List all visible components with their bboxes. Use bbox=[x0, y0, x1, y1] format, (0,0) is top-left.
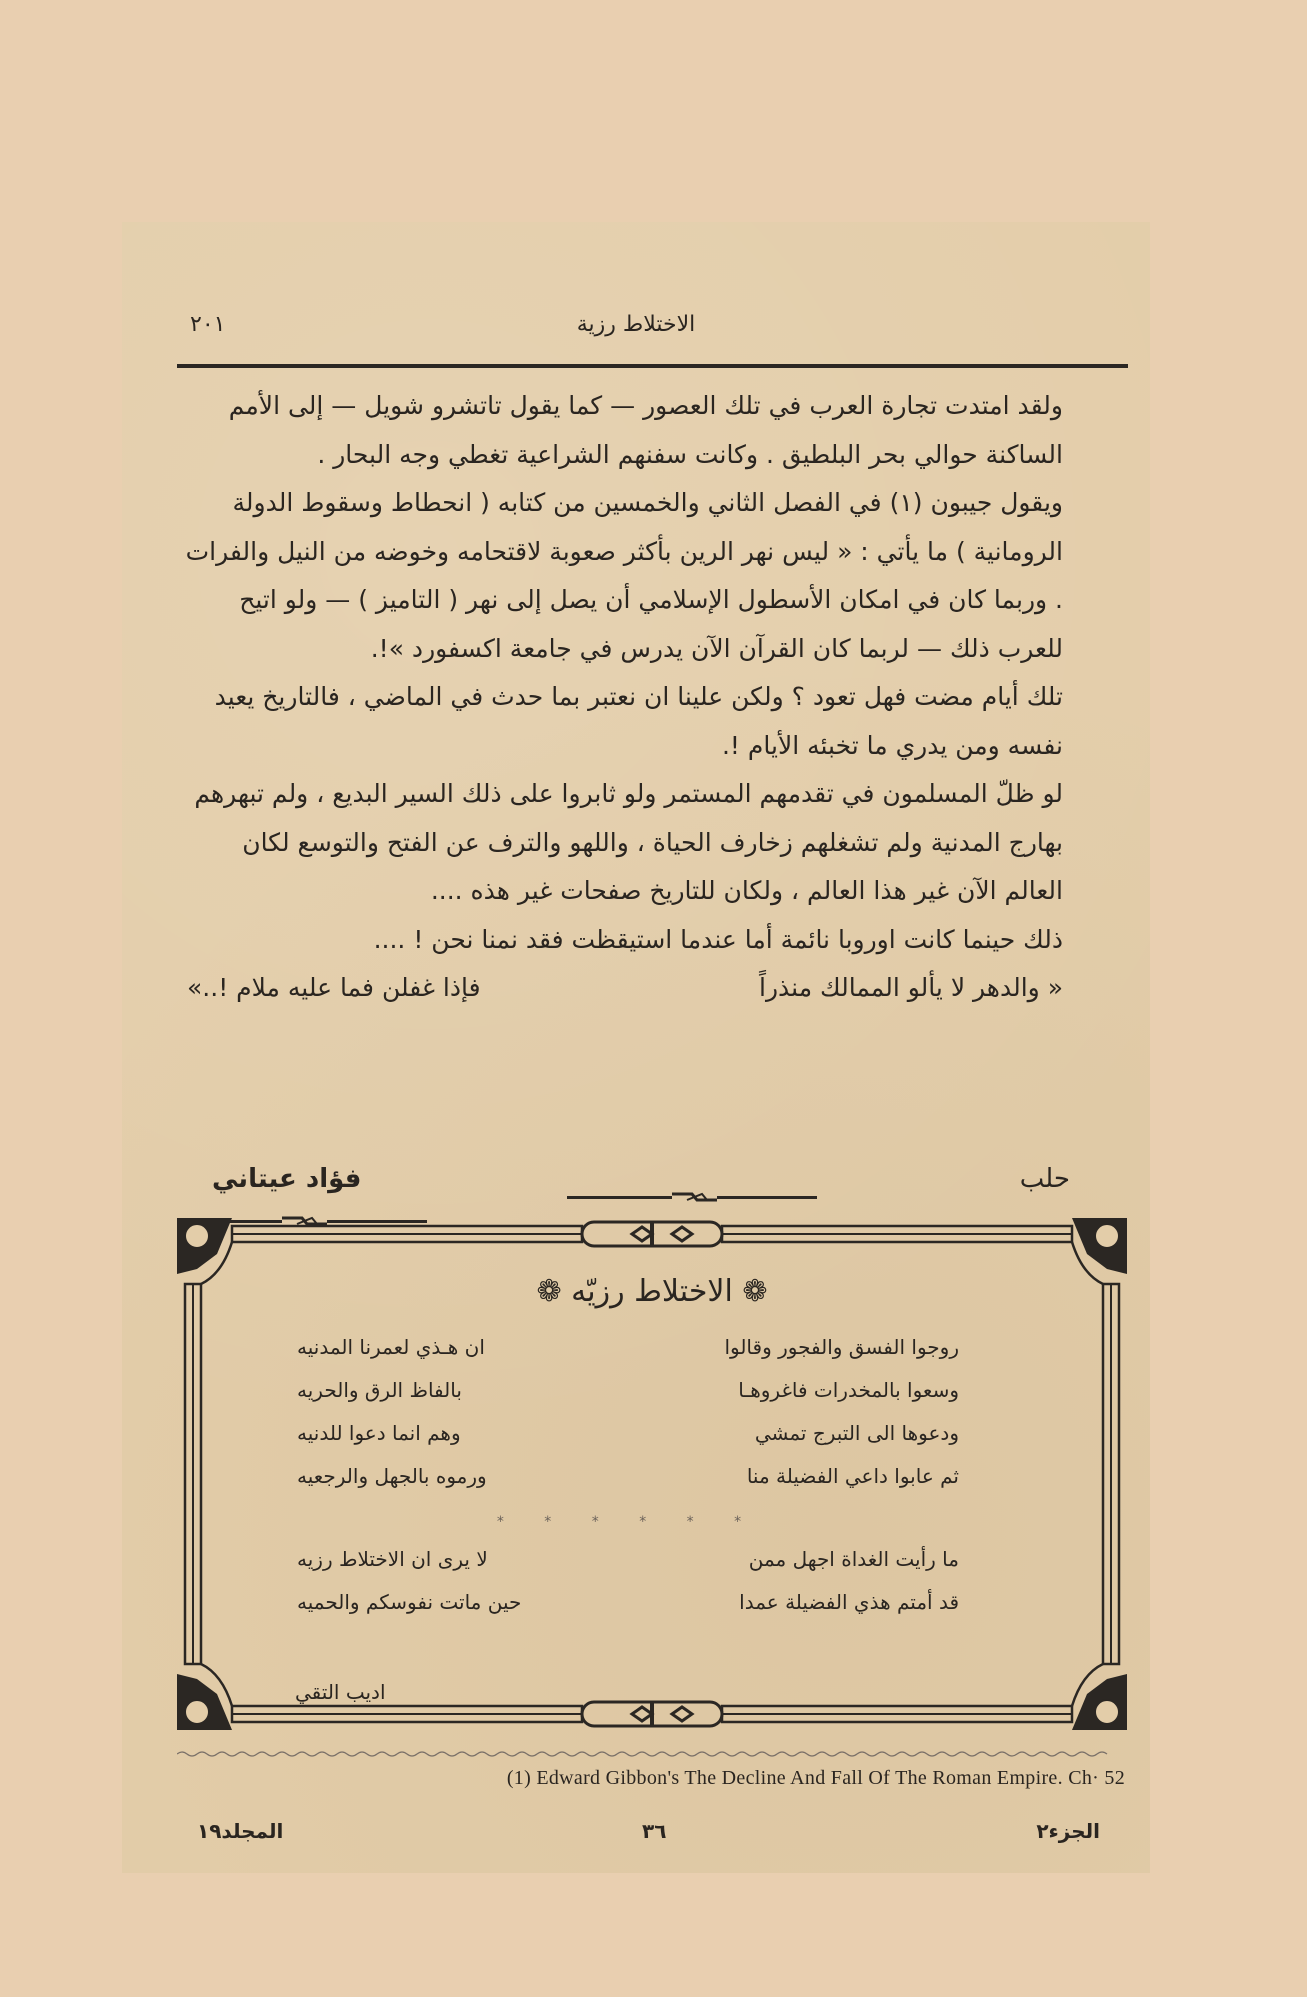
issue-page-number: ٣٦ bbox=[642, 1819, 667, 1843]
verse-line bbox=[177, 964, 1095, 1013]
paragraph: ويقول جيبون (١) في الفصل الثاني والخمسين من كتابه ( انحطاط وسقوط الدولة الرومانية ) ما يأتي : « ليس نهر الرين بأكثر صعوبة لاقتحامه وخوضه من النيل والفرات . وربما كان في امكان الأسطول الإسلامي أن يصل إلى نهر ( التاميز ) — ولو اتيح للعرب ذلك — لربما كان القرآن الآن يدرس في جامعة اكسفورد »!. bbox=[185, 488, 1063, 663]
stanza-separator: * * * * * * bbox=[496, 1514, 760, 1530]
flower-ornament-icon: ❁ bbox=[732, 1274, 768, 1309]
paragraph: لو ظلّ المسلمون في تقدمهم المستمر ولو ثابروا على ذلك السير البديع ، ولم تبهرهم بهارج المدنية ولم تشغلهم زخارف الحياة ، واللهو والترف عن الفتح والتوسع لكان العالم الآن غير هذا العالم ، ولكان للتاريخ صفحات غير هذه .... bbox=[194, 779, 1063, 905]
part-label: الجزء٢ bbox=[1036, 1819, 1100, 1843]
wavy-rule-icon bbox=[177, 1749, 1127, 1759]
volume-label: المجلد١٩ bbox=[197, 1819, 284, 1843]
page-footer bbox=[197, 1819, 1100, 1859]
poem-row: ثم عابوا داعي الفضيلة منا ورموه بالجهل والرجعيه bbox=[297, 1464, 959, 1488]
poem-row: قد أمتم هذي الفضيلة عمدا حين ماتت نفوسكم والحميه bbox=[297, 1590, 959, 1614]
ornament-divider-icon bbox=[567, 1190, 817, 1204]
verse-first-hemistich: « والدهر لا يألو الممالك منذراً bbox=[759, 973, 1063, 1002]
running-header bbox=[182, 304, 1090, 344]
ornament-divider-icon bbox=[177, 1214, 427, 1228]
poem-row: روجوا الفسق والفجور وقالوا ان هـذي لعمرنا المدنيه bbox=[297, 1335, 959, 1359]
page-number: ٢٠١ bbox=[190, 311, 226, 337]
poem-row: ما رأيت الغداة اجهل ممن لا يرى ان الاختلاط رزيه bbox=[297, 1547, 959, 1571]
author-name: فؤاد عيتاني bbox=[212, 1164, 362, 1194]
poem-title: ❁ الاختلاط رزيّه ❁ bbox=[536, 1274, 768, 1309]
article-body bbox=[177, 382, 1095, 1013]
footnote: (1) Edward Gibbon's The Decline And Fall Of The Roman Empire. Ch· 52 bbox=[506, 1767, 1125, 1789]
header-rule bbox=[177, 364, 1128, 368]
poem-row: وسعوا بالمخدرات فاغروهـا بالفاظ الرق والحريه bbox=[297, 1378, 959, 1402]
poem-row: ودعوها الى التبرج تمشي وهم انما دعوا للدنيه bbox=[297, 1421, 959, 1445]
place-name: حلب bbox=[1019, 1164, 1070, 1194]
paragraph: تلك أيام مضت فهل تعود ؟ ولكن علينا ان نعتبر بما حدث في الماضي ، فالتاريخ يعيد نفسه ومن يدري ما تخبئه الأيام !. bbox=[214, 682, 1063, 760]
magazine-page bbox=[122, 222, 1150, 1873]
running-title: الاختلاط رزية bbox=[576, 311, 696, 337]
poet-name: اديب التقي bbox=[295, 1680, 386, 1704]
poem-frame bbox=[177, 1214, 1127, 1734]
flower-ornament-icon: ❁ bbox=[536, 1274, 572, 1309]
paragraph: ولقد امتدت تجارة العرب في تلك العصور — كما يقول تاتشرو شويل — إلى الأمم الساكنة حوالي بحر البلطيق . وكانت سفنهم الشراعية تغطي وجه البحار . bbox=[228, 391, 1063, 469]
paragraph: ذلك حينما كانت اوروبا نائمة أما عندما استيقظت فقد نمنا نحن ! .... bbox=[373, 924, 1063, 954]
verse-second-hemistich: فإذا غفلن فما عليه ملام !..» bbox=[187, 973, 481, 1002]
poem-body bbox=[297, 1326, 959, 1624]
